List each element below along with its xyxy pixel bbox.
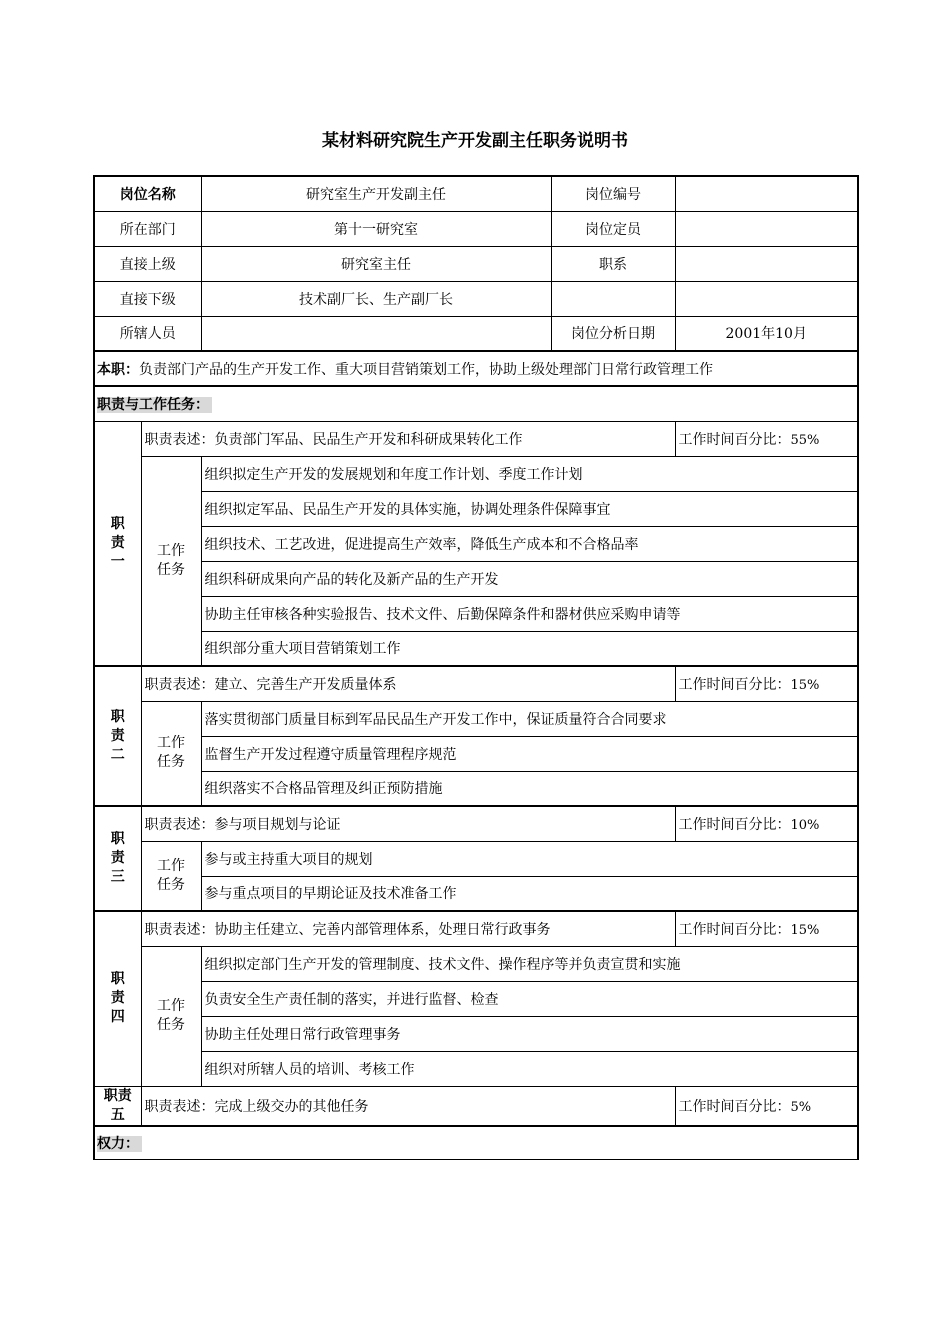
position-no-label: 岗位编号 <box>551 176 675 211</box>
duty-4-label: 职 责 四 <box>94 911 141 1086</box>
authority-heading: 权力： <box>97 1136 142 1152</box>
staff-value <box>201 316 551 351</box>
position-no-value <box>675 176 858 211</box>
position-name-label: 岗位名称 <box>94 176 201 211</box>
duty-3-task: 参与重点项目的早期论证及技术准备工作 <box>201 876 858 911</box>
document-title: 某材料研究院生产开发副主任职务说明书 <box>322 131 628 151</box>
duty-3-task: 参与或主持重大项目的规划 <box>201 841 858 876</box>
duty-5-percentage: 工作时间百分比：5% <box>675 1086 858 1126</box>
position-name-value: 研究室生产开发副主任 <box>201 176 551 211</box>
duty-1-label: 职 责 一 <box>94 421 141 666</box>
core-duty-row <box>94 351 858 386</box>
subordinate-value: 技术副厂长、生产副厂长 <box>201 281 551 316</box>
duty-4-percentage: 工作时间百分比：15% <box>675 911 858 946</box>
duty-4-task-label: 工作 任务 <box>141 946 201 1086</box>
series-label: 职系 <box>551 246 675 281</box>
duty-3-percentage: 工作时间百分比：10% <box>675 806 858 841</box>
department-value: 第十一研究室 <box>201 211 551 246</box>
core-duty-text: 负责部门产品的生产开发工作、重大项目营销策划工作，协助上级处理部门日常行政管理工作 <box>139 361 713 378</box>
superior-label: 直接上级 <box>94 246 201 281</box>
staff-label: 所辖人员 <box>94 316 201 351</box>
duty-1-task: 组织拟定生产开发的发展规划和年度工作计划、季度工作计划 <box>201 456 858 491</box>
subordinate-extra-value <box>675 281 858 316</box>
duty-4-task: 组织对所辖人员的培训、考核工作 <box>201 1051 858 1086</box>
duty-2-percentage: 工作时间百分比：15% <box>675 666 858 701</box>
duty-1-percentage: 工作时间百分比：55% <box>675 421 858 456</box>
staffing-value <box>675 211 858 246</box>
duty-4-task: 组织拟定部门生产开发的管理制度、技术文件、操作程序等并负责宣贯和实施 <box>201 946 858 981</box>
staffing-label: 岗位定员 <box>551 211 675 246</box>
duty-1-description: 职责表述：负责部门军品、民品生产开发和科研成果转化工作 <box>141 421 675 456</box>
superior-value: 研究室主任 <box>201 246 551 281</box>
duty-5-label: 职责 五 <box>94 1086 141 1126</box>
job-description-table <box>93 175 859 1160</box>
analysis-date-label: 岗位分析日期 <box>551 316 675 351</box>
duty-2-task-label: 工作 任务 <box>141 701 201 806</box>
duty-2-description: 职责表述：建立、完善生产开发质量体系 <box>141 666 675 701</box>
department-label: 所在部门 <box>94 211 201 246</box>
duty-1-task: 协助主任审核各种实验报告、技术文件、后勤保障条件和器材供应采购申请等 <box>201 596 858 631</box>
duty-2-label: 职 责 二 <box>94 666 141 806</box>
authority-row <box>94 1126 858 1159</box>
subordinate-extra <box>551 281 675 316</box>
duties-heading-row <box>94 386 858 421</box>
analysis-date-value: 2001年10月 <box>675 316 858 351</box>
duty-3-task-label: 工作 任务 <box>141 841 201 911</box>
core-duty-label: 本职： <box>97 361 139 378</box>
duty-1-task: 组织拟定军品、民品生产开发的具体实施，协调处理条件保障事宜 <box>201 491 858 526</box>
duties-heading: 职责与工作任务： <box>97 397 212 413</box>
subordinate-label: 直接下级 <box>94 281 201 316</box>
duty-3-label: 职 责 三 <box>94 806 141 911</box>
duty-5-description: 职责表述：完成上级交办的其他任务 <box>141 1086 675 1126</box>
duty-2-task: 监督生产开发过程遵守质量管理程序规范 <box>201 736 858 771</box>
duty-3-description: 职责表述：参与项目规划与论证 <box>141 806 675 841</box>
duty-4-task: 协助主任处理日常行政管理事务 <box>201 1016 858 1051</box>
series-value <box>675 246 858 281</box>
duty-2-task: 组织落实不合格品管理及纠正预防措施 <box>201 771 858 806</box>
duty-1-task: 组织部分重大项目营销策划工作 <box>201 631 858 666</box>
duty-4-description: 职责表述：协助主任建立、完善内部管理体系，处理日常行政事务 <box>141 911 675 946</box>
duty-2-task: 落实贯彻部门质量目标到军品民品生产开发工作中，保证质量符合合同要求 <box>201 701 858 736</box>
duty-1-task: 组织技术、工艺改进，促进提高生产效率，降低生产成本和不合格品率 <box>201 526 858 561</box>
duty-1-task-label: 工作 任务 <box>141 456 201 666</box>
duty-1-task: 组织科研成果向产品的转化及新产品的生产开发 <box>201 561 858 596</box>
duty-4-task: 负责安全生产责任制的落实，并进行监督、检查 <box>201 981 858 1016</box>
